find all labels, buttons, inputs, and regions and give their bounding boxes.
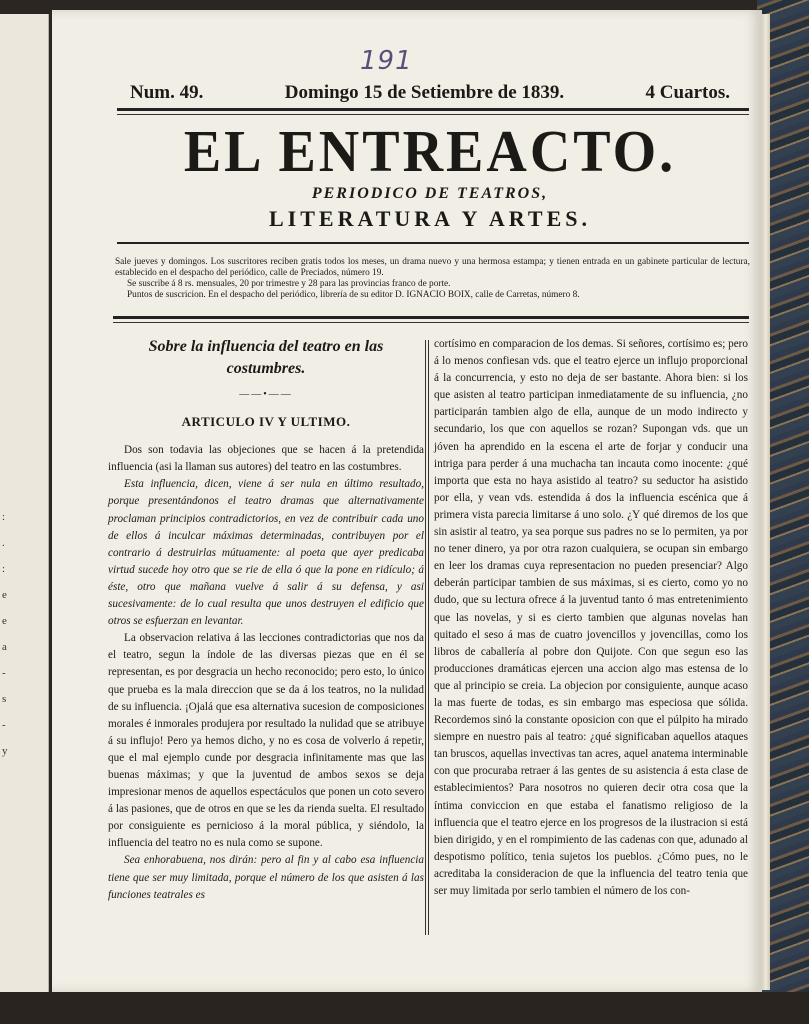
- masthead-top-rule: [117, 108, 749, 111]
- column-divider: [428, 340, 429, 935]
- scan-bottom-border: [0, 992, 809, 1024]
- left-column: [108, 336, 424, 904]
- paragraph: La observacion relativa á las lecciones contradictorias que nos da el teatro, segun la índole de las diversas piezas que en él se representan, es por desgracia un hecho reconocido; pero esto, lo único que prueba es la mala direccion que se da á los teatros, no la nulidad de su influencia. ¡Ojalá que esa alternativa sucesion de composiciones morales é inmorales produjera por resultado la nulidad que se atribuye á su influjo! Pero ya hemos dicho, y no es cosa de volverlo á repetir, que el mal ejemplo cunde por desgracia infinitamente mas que las buenas máximas; y que la juventud de ambos sexos se deja impresionar menos de aquellos espectáculos que ponen un coto severo á las pasiones, que de otros en que se les da rienda suelta. El resultado por consiguiente es pernicioso á la moral pública, y siéndolo, la influencia del teatro no es nula como se supone.: [108, 632, 424, 850]
- article-subtitle: ARTICULO IV Y ULTIMO.: [181, 414, 351, 430]
- title-ornament: ——•——: [239, 389, 293, 400]
- right-column: [434, 336, 748, 900]
- notice-bottom-rule-thin: [113, 322, 749, 323]
- masthead-bottom-rule: [117, 242, 749, 244]
- paragraph: Sea enhorabuena, nos dirán: pero al fin y al cabo esa influencia tiene que ser muy limitada, porque el número de los que asisten á las funciones teatrales es: [108, 854, 424, 901]
- newspaper-subtitle-line2: LITERATURA Y ARTES.: [269, 206, 591, 231]
- previous-page-edge: [0, 14, 49, 994]
- handwritten-folio-number: 191: [360, 46, 413, 76]
- notice-bottom-rule: [113, 316, 749, 319]
- notice-line: Sale jueves y domingos. Los suscritores reciben gratis todos los meses, un drama nuevo y una hermosa estampa; y tienen entrada en un gabinete particular de lectura, establecido en el despacho del periódico, calle de Preciados, número 19.: [115, 257, 750, 278]
- notice-line: Puntos de suscricion. En el despacho del periódico, librería de su editor D. IGNACIO BOIX, calle de Carretas, número 8.: [127, 290, 580, 300]
- page-stack-edge: [762, 14, 770, 990]
- masthead-top-rule-thin: [117, 114, 749, 115]
- masthead-info-line: [130, 82, 730, 104]
- newspaper-title: EL ENTREACTO.: [183, 119, 677, 185]
- paragraph: cortísimo en comparacion de los demas. Si señores, cortísimo es; pero á lo menos confiesan vds. que el teatro ejerce un influjo proporcional á la concurrencia, y esto no deja de ser bastante. Ahora bien: si los que asisten al teatro participan inmediatamente de su influencia, ¿no participarán tambien algo de ella, aunque de un modo indirecto y secundario, los que con aquellos se rozan? Supongan vds. que un jóven ha aprendido en la escena el arte de forjar y conducir una intriga para perder á una muchacha tan incauta como inocente: ¿qué importa que esta no haya asistido al teatro? su seductor ha asistido por ella, y vean vds. estendida á dos la influencia escénica que á primera vista parecia limitarse á uno solo. ¿Y qué diremos de los que sin asistir al teatro, ya sea porque sus padres no se lo permiten, ya por no tener dinero, ya por otra razon cualquiera, se ocupan sin embargo en leer los dramas cuya representacion no pueden presenciar? Algo deberán participar tambien de sus máximas, si es cierto, como yo no dudo, que su lectura ofrece á la juventud tanto ó mas entretenimiento que las novelas, y si es cierto tambien que algunas novelas han quitado el seso á mas de cuatro jovencillos y jovencillas, como los libros de caballería al pobre don Quijote. Con que segun eso las producciones dramáticas ejercen una accion algo mas estensa de lo que al principio se creia. La objecion por consiguiente, aunque acaso la mas fuerte de todas, es sin embargo mas especiosa que sólida. Recordemos sinó la constante oposicion con que el púlpito ha mirado siempre en nuestro pais al teatro: ¿qué significaban aquellos ataques tan bruscos, aquellas invectivas tan acres, aquel anatema interminable con que procuraba retraer á las gentes de su asistencia á esta clase de establecimientos? Para nosotros no quieren decir otra cosa que la íntima conviccion en que estaba el fanatismo religioso de la influencia que el teatro ejerce en los progresos de la ilustracion si está bien dirigido, y en el rompimiento de las cadenas con que, adunado al despotismo político, tenia sujetos los pueblos. ¿Cómo pues, no le acreditaba la consideracion de que la influencia del teatro tenia que ser muy limitada por serlo tambien el número de los con-: [434, 338, 748, 897]
- paragraph: Esta influencia, dicen, viene á ser nula en último resultado, porque presentándonos el teatro dramas que alternativamente proclaman principios contradictorios, en vez de contribuir cada uno de ellos á inculcar máximas determinadas, contribuyen por el contrario á destruirlas mútuamente: al poeta que ayer predicaba virtud sucede hoy otro que se rie de ella ó que la pone en ridículo; á éste, otro que mañana vuelve á salir á su defensa, y asi sucesivamente: de lo cual resulta que unos destruyen el edificio que otros se esfuerzan en levantar.: [108, 478, 424, 628]
- issue-price: 4 Cuartos.: [645, 82, 730, 103]
- paragraph: Dos son todavia las objeciones que se hacen á la pretendida influencia (asi la llaman sus autores) del teatro en las costumbres.: [108, 444, 424, 474]
- issue-number: Num. 49.: [130, 82, 204, 103]
- previous-page-fragment: : . : e e a - s - y: [2, 511, 8, 757]
- subscription-notice: [115, 257, 750, 301]
- issue-date: Domingo 15 de Setiembre de 1839.: [284, 82, 565, 103]
- article-title: Sobre la influencia del teatro en las costumbres.: [148, 338, 384, 377]
- newspaper-subtitle-line1: PERIODICO DE TEATROS,: [311, 185, 549, 202]
- column-divider: [425, 340, 426, 935]
- notice-line: Se suscribe á 8 rs. mensuales, 20 por trimestre y 28 para las provincias franco de porte.: [127, 279, 451, 289]
